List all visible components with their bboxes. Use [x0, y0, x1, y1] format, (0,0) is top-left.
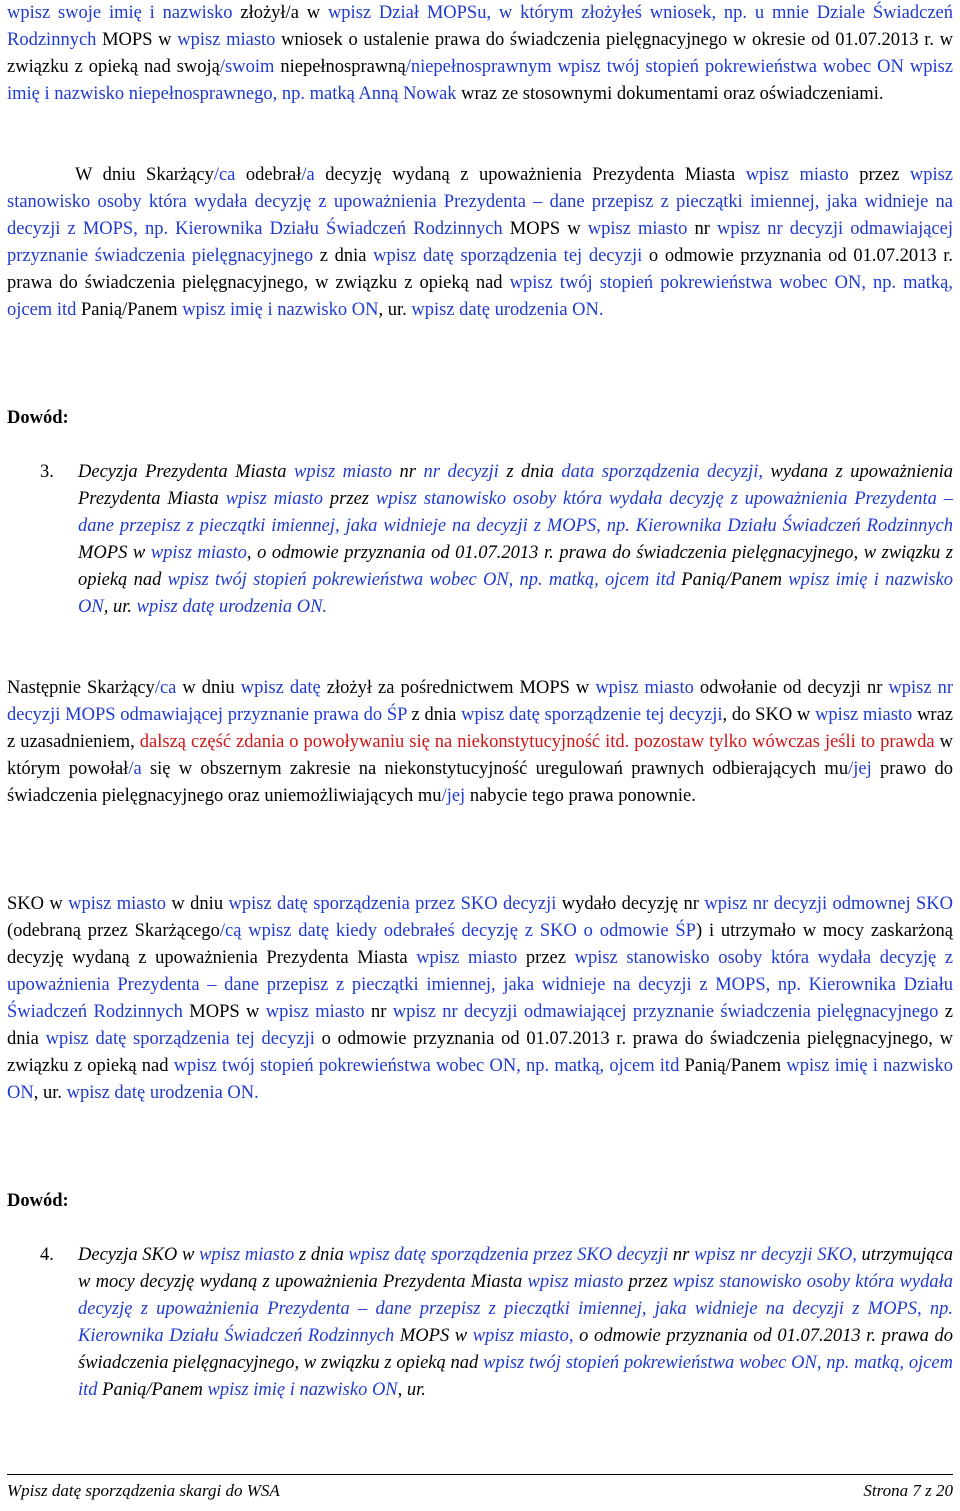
body-text: o odmowie przyznania od 01.07.2013 r. prawa do świadczenia pielęgnacyjnego, w związku z opieką nad [7, 1029, 954, 1076]
placeholder-text: wpisz miasto [177, 30, 276, 50]
placeholder-text: wpisz Dział MOPSu, w którym złożyłeś wniosek, np. u mnie Dziale Świadczeń Rodzinnych [7, 3, 953, 50]
body-text: wraz z uzasadnieniem, [7, 705, 954, 752]
list-number-3: 3. [40, 462, 54, 482]
body-text: MOPS w [182, 1002, 266, 1022]
placeholder-text: wpisz nr decyzji odmawiającej przyznanie świadczenia pielęgnacyjnego [7, 219, 953, 266]
body-text: o odmowie przyznania od 01.07.2013 r. prawa do świadczenia pielęgnacyjnego, w związku z opieką nad [78, 1326, 953, 1373]
placeholder-text: /a [128, 759, 142, 779]
body-text: , o odmowie przyznania od 01.07.2013 r. prawa do świadczenia pielęgnacyjnego, w związku z opieką nad [78, 543, 953, 590]
placeholder-text: /a [301, 165, 315, 185]
instruction-text: dalszą część zdania o powoływaniu się na niekonstytucyjność itd. pozostaw tylko wówczas jeśli to prawda [139, 732, 935, 752]
placeholder-text: wpisz datę sporządzenia przez SKO decyzji [348, 1245, 669, 1265]
paragraph-appeal [7, 675, 953, 810]
body-text: MOPS w [78, 543, 151, 563]
placeholder-text: wpisz datę sporządzenia tej decyzji [45, 1029, 315, 1049]
body-text: wydało decyzję nr [556, 894, 705, 914]
body-text: złożył za pośrednictwem MOPS w [320, 678, 596, 698]
list-number-4: 4. [40, 1245, 54, 1265]
body-text: , ur. [33, 1083, 67, 1103]
body-text: Panią/Panem [76, 300, 183, 320]
placeholder-text: wpisz miasto [416, 948, 518, 968]
body-text: decyzję wydaną z upoważnienia Prezydenta Miasta [314, 165, 746, 185]
footer-date-note: Wpisz datę sporządzenia skargi do WSA [7, 1481, 280, 1500]
placeholder-text: wpisz datę urodzenia ON. [411, 300, 604, 320]
placeholder-text: wpisz miasto [265, 1002, 365, 1022]
body-text: wydana z upoważnienia Prezydenta Miasta [78, 462, 954, 509]
body-text: , do SKO w [722, 705, 816, 725]
body-text: z dnia [7, 1002, 953, 1049]
paragraph-first-decision [7, 162, 953, 324]
body-text: MOPS w [394, 1326, 473, 1346]
placeholder-text: wpisz imię i nazwisko ON [207, 1380, 398, 1400]
paragraph-application [7, 0, 953, 108]
placeholder-text: wpisz miasto [199, 1245, 295, 1265]
placeholder-text: wpisz twój stopień pokrewieństwa wobec ON, np. matką, ojcem itd [7, 273, 953, 320]
placeholder-text: wpisz miasto [745, 165, 849, 185]
placeholder-text: wpisz nr decyzji MOPS odmawiającej przyznanie prawa do ŚP [7, 678, 953, 725]
placeholder-text: wpisz nr decyzji SKO, [694, 1245, 857, 1265]
body-text: przez [517, 948, 575, 968]
placeholder-text: /jej [441, 786, 466, 806]
body-text: MOPS w [502, 219, 588, 239]
placeholder-text: wpisz imię i nazwisko ON [78, 570, 954, 617]
body-text: odwołanie od decyzji nr [693, 678, 889, 698]
placeholder-text: wpisz imię i nazwisko ON [7, 1056, 953, 1103]
evidence-heading-2: Dowód: [7, 1191, 69, 1211]
placeholder-text: /cą [219, 921, 242, 941]
body-text: wniosek o ustalenie prawa do świadczenia pielęgnacyjnego w okresie od 01.07.2013 r. w związku z opieką nad swoją [7, 30, 954, 77]
placeholder-text: wpisz miasto [527, 1272, 624, 1292]
placeholder-text: /niepełnosprawnym wpisz twój stopień pokrewieństwa wobec ON wpisz imię i nazwisko niepełnosprawnego, np. matką Anną Nowak [7, 57, 953, 104]
placeholder-text: wpisz datę urodzenia ON. [66, 1083, 259, 1103]
placeholder-text: wpisz miasto [595, 678, 694, 698]
body-text: (odebraną przez Skarżącego [7, 921, 220, 941]
body-text: nr [364, 1002, 393, 1022]
body-text: z dnia [498, 462, 562, 482]
body-text: Następnie Skarżący [7, 678, 155, 698]
evidence-item-3 [78, 459, 953, 621]
body-text: nr [687, 219, 717, 239]
body-text: przez [623, 1272, 673, 1292]
body-text: , ur. [378, 300, 412, 320]
footer-rule [7, 1474, 953, 1475]
body-text: się w obszernym zakresie na niekonstytucyjność uregulowań prawnych odbierających mu [141, 759, 849, 779]
body-text: w którym powołał [7, 732, 953, 779]
body-text: , ur. [103, 597, 137, 617]
body-text: SKO w [7, 894, 69, 914]
placeholder-text: wpisz miasto [294, 462, 393, 482]
body-text: przez [848, 165, 910, 185]
body-text: o odmowie przyznania od 01.07.2013 r. prawa do świadczenia pielęgnacyjnego, w związku z opieką nad [7, 246, 953, 293]
placeholder-text: wpisz miasto [150, 543, 247, 563]
body-text: prawo do świadczenia pielęgnacyjnego oraz uniemożliwiających mu [7, 759, 953, 806]
evidence-item-4 [78, 1242, 953, 1404]
placeholder-text: data sporządzenia decyzji, [561, 462, 763, 482]
body-text: nabycie tego prawa ponownie. [465, 786, 696, 806]
body-text: Panią/Panem [97, 1380, 208, 1400]
placeholder-text: wpisz datę sporządzenie tej decyzji [461, 705, 723, 725]
placeholder-text: /jej [848, 759, 872, 779]
body-text: z dnia [294, 1245, 349, 1265]
placeholder-text: wpisz twój stopień pokrewieństwa wobec ON, np. matką, ojcem itd [78, 1353, 953, 1400]
placeholder-text: wpisz datę sporządzenia przez SKO decyzji [228, 894, 557, 914]
body-text: utrzymująca w mocy decyzję wydaną z upoważnienia Prezydenta Miasta [78, 1245, 954, 1292]
body-text: z dnia [313, 246, 374, 266]
placeholder-text: wpisz datę sporządzenia tej decyzji [373, 246, 643, 266]
evidence-heading-1: Dowód: [7, 408, 69, 428]
page-number: Strona 7 z 20 [863, 1481, 953, 1500]
body-text: wraz ze stosownymi dokumentami oraz oświadczeniami. [456, 84, 884, 104]
body-text: Panią/Panem [679, 1056, 787, 1076]
placeholder-text: wpisz imię i nazwisko ON [182, 300, 379, 320]
placeholder-text: /ca [154, 678, 177, 698]
placeholder-text: wpisz miasto, [472, 1326, 574, 1346]
placeholder-text: wpisz nr decyzji odmownej SKO [704, 894, 953, 914]
body-text: w dniu [166, 894, 229, 914]
placeholder-text: wpisz swoje imię i nazwisko [7, 3, 233, 23]
body-text: w dniu [176, 678, 241, 698]
placeholder-text: wpisz miasto [225, 489, 324, 509]
placeholder-text: wpisz datę [240, 678, 321, 698]
body-text: Decyzja SKO w [78, 1245, 200, 1265]
body-text: przez [323, 489, 376, 509]
body-text: nr [392, 462, 424, 482]
placeholder-text: wpisz datę kiedy odebrałeś decyzję z SKO o odmowie ŚP [248, 921, 696, 941]
placeholder-text: wpisz datę urodzenia ON. [136, 597, 328, 617]
placeholder-text: wpisz stanowisko osoby która wydała decyzję z upoważnienia Prezydenta – dane przepisz z pieczątki imiennej, jaka widnieje na decyzji z MOPS, np. Kierownika Działu Świadczeń Rodzinnych [78, 1272, 954, 1346]
placeholder-text: wpisz twój stopień pokrewieństwa wobec ON, np. matką, ojcem itd [173, 1056, 680, 1076]
placeholder-text: /swoim [219, 57, 275, 77]
paragraph-sko-decision [7, 891, 953, 1107]
body-text: Decyzja Prezydenta Miasta [78, 462, 295, 482]
body-text: niepełnosprawną [274, 57, 406, 77]
body-text: , ur. [397, 1380, 426, 1400]
placeholder-text: wpisz miasto [815, 705, 913, 725]
body-text: nr [668, 1245, 695, 1265]
body-text: odebrał [235, 165, 302, 185]
placeholder-text: wpisz nr decyzji odmawiającej przyznanie świadczenia pielęgnacyjnego [392, 1002, 939, 1022]
placeholder-text: wpisz stanowisko osoby która wydała decyzję z upoważnienia Prezydenta – dane przepisz z pieczątki imiennej, jaka widnieje na decyzji z MOPS, np. Kierownika Działu Świadczeń Rodzinnych [7, 948, 953, 1022]
body-text: Panią/Panem [675, 570, 789, 590]
placeholder-text: wpisz twój stopień pokrewieństwa wobec ON, np. matką, ojcem itd [167, 570, 676, 590]
placeholder-text: wpisz stanowisko osoby która wydała decyzję z upoważnienia Prezydenta – dane przepisz z pieczątki imiennej, jaka widnieje na decyzji z MOPS, np. Kierownika Działu Świadczeń Rodzinnych [78, 489, 953, 536]
body-text: MOPS w [96, 30, 178, 50]
placeholder-text: /ca [213, 165, 236, 185]
body-text: ) i utrzymało w mocy zaskarżoną decyzję wydaną z upoważnienia Prezydenta Miasta [7, 921, 954, 968]
body-text: złożył/a w [232, 3, 328, 23]
placeholder-text: wpisz miasto [68, 894, 167, 914]
placeholder-text: nr decyzji [423, 462, 499, 482]
placeholder-text: wpisz miasto [587, 219, 688, 239]
body-text: W dniu Skarżący [75, 165, 214, 185]
body-text: z dnia [406, 705, 462, 725]
placeholder-text: wpisz stanowisko osoby która wydała decyzję z upoważnienia Prezydenta – dane przepisz z pieczątki imiennej, jaka widnieje na decyzji z MOPS, np. Kierownika Działu Świadczeń Rodzinnych [7, 165, 954, 239]
